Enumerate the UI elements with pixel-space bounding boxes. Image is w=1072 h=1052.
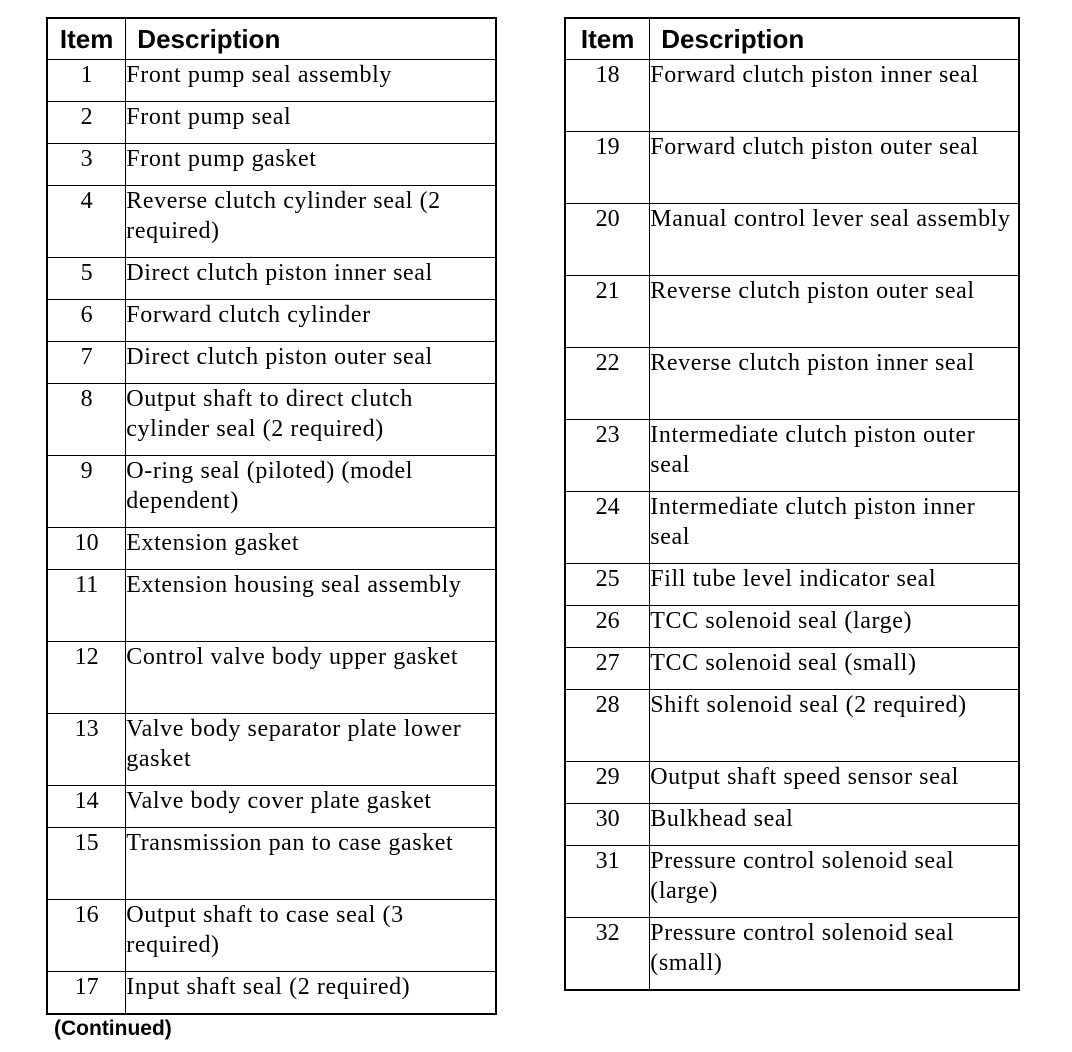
item-number: 13: [47, 714, 126, 786]
item-description: Input shaft seal (2 required): [126, 972, 496, 1014]
table-row: [47, 786, 496, 828]
item-number: 2: [47, 102, 126, 144]
item-description: Reverse clutch piston inner seal: [650, 348, 1019, 420]
item-description: Output shaft to case seal (3 required): [126, 900, 496, 972]
item-description: Reverse clutch cylinder seal (2 required): [126, 186, 496, 258]
item-description: Forward clutch piston outer seal: [650, 132, 1019, 204]
item-description: Manual control lever seal assembly: [650, 204, 1019, 276]
item-number: 28: [565, 690, 650, 762]
item-description: Pressure control solenoid seal (large): [650, 846, 1019, 918]
item-number: 11: [47, 570, 126, 642]
header-row: [565, 18, 1019, 60]
item-description: TCC solenoid seal (large): [650, 606, 1019, 648]
item-description: Control valve body upper gasket: [126, 642, 496, 714]
item-description: Fill tube level indicator seal: [650, 564, 1019, 606]
item-description: Pressure control solenoid seal (small): [650, 918, 1019, 990]
item-number: 1: [47, 60, 126, 102]
item-number: 30: [565, 804, 650, 846]
item-number: 26: [565, 606, 650, 648]
item-number: 23: [565, 420, 650, 492]
table-row: [47, 528, 496, 570]
item-number: 9: [47, 456, 126, 528]
item-number: 25: [565, 564, 650, 606]
table-body: [565, 60, 1019, 990]
table-body: [47, 60, 496, 1014]
item-description: Intermediate clutch piston inner seal: [650, 492, 1019, 564]
table-row: [565, 564, 1019, 606]
item-header: Item: [47, 18, 126, 60]
item-number: 12: [47, 642, 126, 714]
table-row: [47, 102, 496, 144]
parts-table-right: [564, 17, 1020, 991]
table-row: [565, 690, 1019, 762]
item-description: Bulkhead seal: [650, 804, 1019, 846]
item-number: 18: [565, 60, 650, 132]
table-row: [565, 420, 1019, 492]
table-row: [47, 456, 496, 528]
description-header: Description: [650, 18, 1019, 60]
item-number: 3: [47, 144, 126, 186]
item-number: 32: [565, 918, 650, 990]
item-number: 20: [565, 204, 650, 276]
table-row: [47, 342, 496, 384]
item-description: Transmission pan to case gasket: [126, 828, 496, 900]
table-row: [565, 918, 1019, 990]
item-description: Front pump gasket: [126, 144, 496, 186]
item-description: Extension gasket: [126, 528, 496, 570]
table-row: [47, 144, 496, 186]
table-row: [565, 348, 1019, 420]
item-number: 27: [565, 648, 650, 690]
item-description: Output shaft speed sensor seal: [650, 762, 1019, 804]
item-number: 5: [47, 258, 126, 300]
item-description: Front pump seal assembly: [126, 60, 496, 102]
table-row: [47, 972, 496, 1014]
item-number: 7: [47, 342, 126, 384]
table-row: [565, 492, 1019, 564]
item-number: 29: [565, 762, 650, 804]
item-number: 15: [47, 828, 126, 900]
item-number: 24: [565, 492, 650, 564]
table-row: [47, 714, 496, 786]
item-number: 4: [47, 186, 126, 258]
item-number: 17: [47, 972, 126, 1014]
item-number: 14: [47, 786, 126, 828]
item-number: 22: [565, 348, 650, 420]
item-description: Direct clutch piston inner seal: [126, 258, 496, 300]
table-row: [47, 570, 496, 642]
item-description: Forward clutch cylinder: [126, 300, 496, 342]
item-description: Valve body cover plate gasket: [126, 786, 496, 828]
table-row: [47, 300, 496, 342]
table-row: [47, 186, 496, 258]
item-description: TCC solenoid seal (small): [650, 648, 1019, 690]
table-row: [565, 846, 1019, 918]
table-row: [47, 258, 496, 300]
table-row: [47, 384, 496, 456]
item-number: 6: [47, 300, 126, 342]
table-row: [565, 762, 1019, 804]
table-row: [47, 900, 496, 972]
item-description: Output shaft to direct clutch cylinder seal (2 required): [126, 384, 496, 456]
description-header: Description: [126, 18, 496, 60]
item-description: Shift solenoid seal (2 required): [650, 690, 1019, 762]
table-row: [565, 132, 1019, 204]
item-header: Item: [565, 18, 650, 60]
item-description: Extension housing seal assembly: [126, 570, 496, 642]
table-row: [565, 204, 1019, 276]
item-description: Valve body separator plate lower gasket: [126, 714, 496, 786]
item-description: Direct clutch piston outer seal: [126, 342, 496, 384]
item-description: Intermediate clutch piston outer seal: [650, 420, 1019, 492]
item-description: Front pump seal: [126, 102, 496, 144]
item-description: Forward clutch piston inner seal: [650, 60, 1019, 132]
item-number: 10: [47, 528, 126, 570]
item-number: 19: [565, 132, 650, 204]
continued-note: (Continued): [54, 1017, 172, 1040]
parts-table-left: [46, 17, 497, 1015]
item-number: 21: [565, 276, 650, 348]
item-description: O-ring seal (piloted) (model dependent): [126, 456, 496, 528]
table-row: [565, 804, 1019, 846]
item-number: 31: [565, 846, 650, 918]
item-number: 16: [47, 900, 126, 972]
item-number: 8: [47, 384, 126, 456]
table-row: [47, 828, 496, 900]
table-row: [565, 60, 1019, 132]
header-row: [47, 18, 496, 60]
table-row: [565, 276, 1019, 348]
table-row: [565, 606, 1019, 648]
item-description: Reverse clutch piston outer seal: [650, 276, 1019, 348]
table-row: [47, 60, 496, 102]
table-row: [565, 648, 1019, 690]
table-row: [47, 642, 496, 714]
